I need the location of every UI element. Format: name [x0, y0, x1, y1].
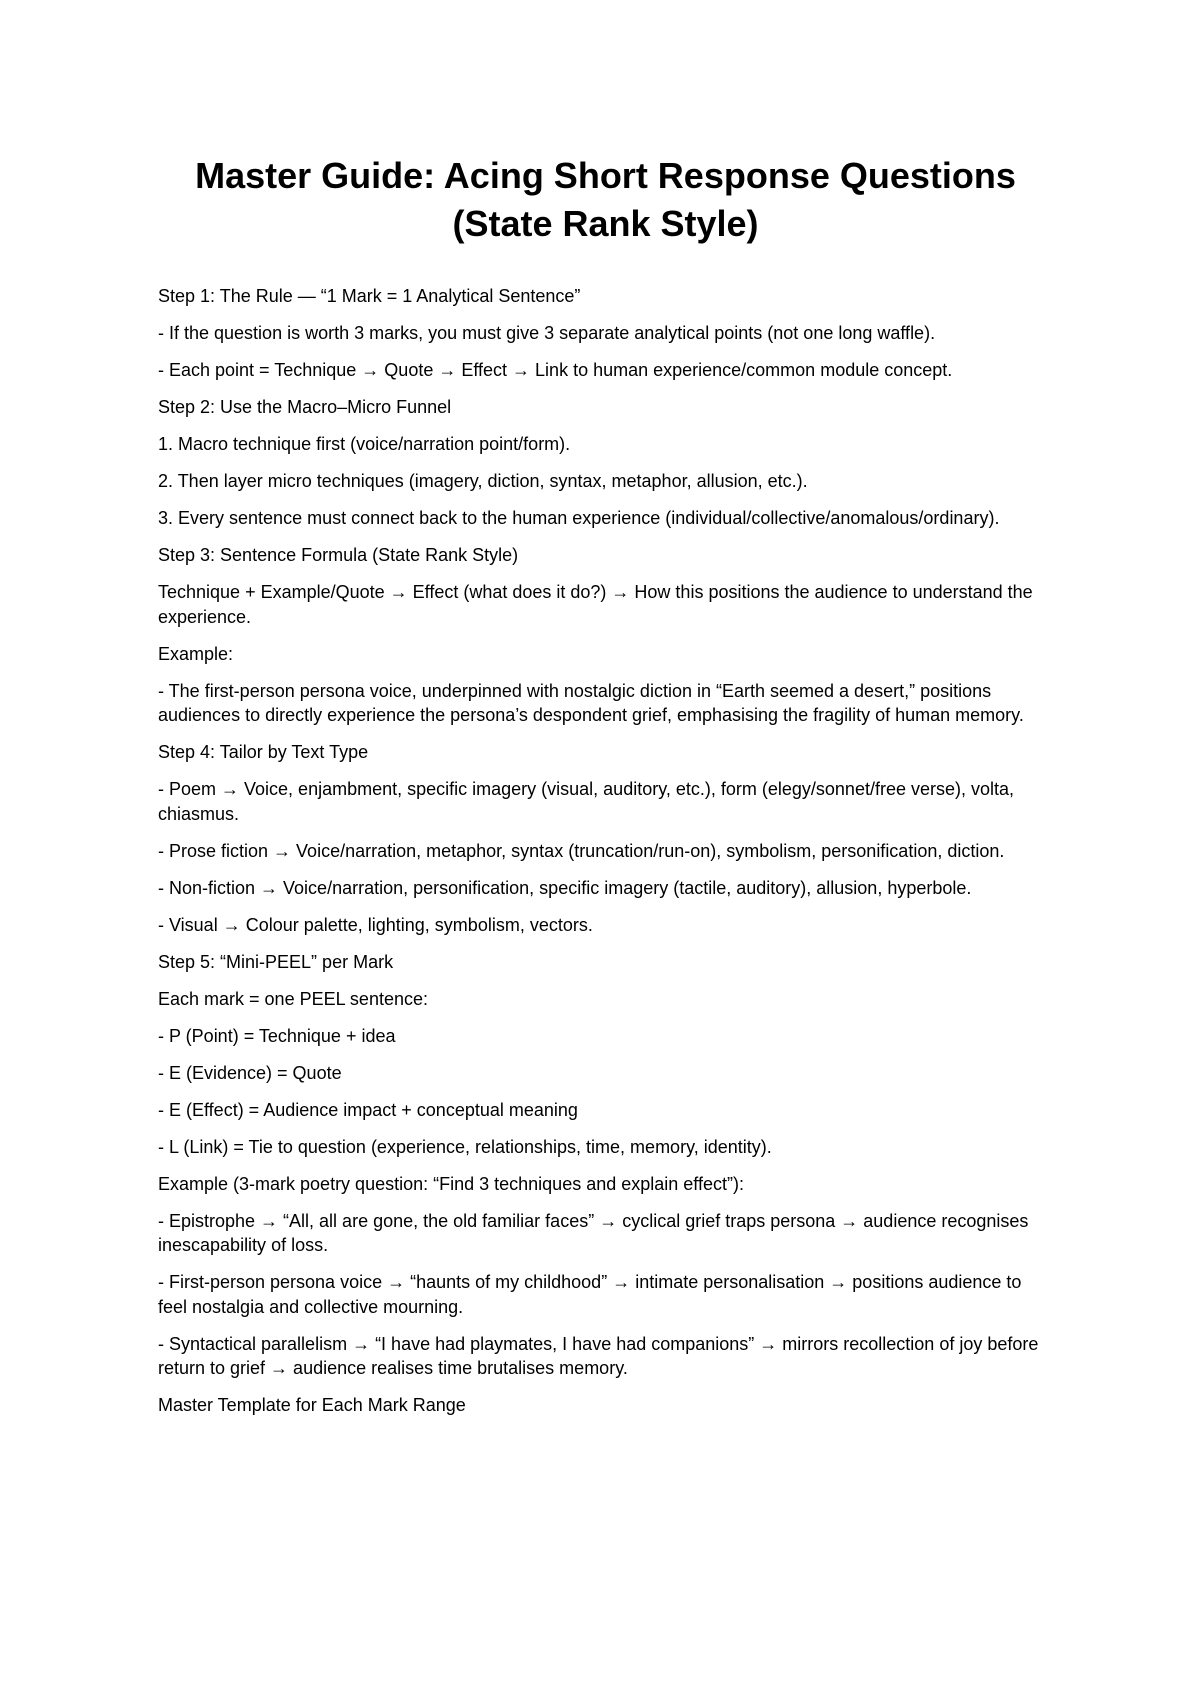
step-4-non-fiction: - Non-fiction → Voice/narration, personification, specific imagery (tactile, auditory), allusion, hyperbole.	[158, 877, 972, 898]
title-line-2: (State Rank Style)	[452, 203, 759, 244]
step-5-example-label: Example (3-mark poetry question: “Find 3 techniques and explain effect”):	[158, 1173, 744, 1194]
step-3-heading: Step 3: Sentence Formula (State Rank Style)	[158, 545, 519, 565]
step-3-formula: Technique + Example/Quote → Effect (what does it do?) → How this positions the audience to understand the experience.	[158, 582, 1033, 627]
document-title	[158, 152, 1053, 248]
step-2-heading: Step 2: Use the Macro–Micro Funnel	[158, 397, 452, 417]
step-2-item-1: 1. Macro technique first (voice/narration point/form).	[158, 434, 571, 454]
step-3-example-label: Example:	[158, 643, 234, 664]
master-template-heading: Master Template for Each Mark Range	[158, 1395, 466, 1415]
step-4-prose-fiction: - Prose fiction → Voice/narration, metaphor, syntax (truncation/run-on), symbolism, personification, diction.	[158, 840, 1005, 861]
step-1-point-structure: - Each point = Technique → Quote → Effect → Link to human experience/common module concept.	[158, 360, 953, 380]
step-4-poem: - Poem → Voice, enjambment, specific imagery (visual, auditory, etc.), form (elegy/sonnet/free verse), volta, chiasmus.	[158, 779, 1015, 824]
step-4-visual: - Visual → Colour palette, lighting, symbolism, vectors.	[158, 914, 593, 935]
step-5-example-epistrophe: - Epistrophe → “All, all are gone, the old familiar faces” → cyclical grief traps persona → audience recognises inescapability of loss.	[158, 1210, 1029, 1255]
step-4-heading: Step 4: Tailor by Text Type	[158, 742, 369, 762]
step-2-item-3: 3. Every sentence must connect back to the human experience (individual/collective/anomalous/ordinary).	[158, 508, 1000, 528]
step-5-heading: Step 5: “Mini-PEEL” per Mark	[158, 951, 394, 972]
step-5-intro: Each mark = one PEEL sentence:	[158, 988, 428, 1009]
document-page	[158, 152, 1053, 1430]
step-5-example-parallelism: - Syntactical parallelism → “I have had playmates, I have had companions” → mirrors recollection of joy before return to grief → audience realises time brutalises memory.	[158, 1333, 1039, 1378]
step-5-example-voice: - First-person persona voice → “haunts of my childhood” → intimate personalisation → positions audience to feel nostalgia and collective mourning.	[158, 1272, 1022, 1317]
title-line-1: Master Guide: Acing Short Response Questions	[195, 155, 1016, 196]
step-5-evidence: - E (Evidence) = Quote	[158, 1062, 342, 1083]
step-1-heading: Step 1: The Rule — “1 Mark = 1 Analytical Sentence”	[158, 286, 581, 306]
step-5-effect: - E (Effect) = Audience impact + conceptual meaning	[158, 1099, 578, 1120]
step-2-item-2: 2. Then layer micro techniques (imagery, diction, syntax, metaphor, allusion, etc.).	[158, 471, 808, 491]
step-5-link: - L (Link) = Tie to question (experience, relationships, time, memory, identity).	[158, 1136, 772, 1157]
step-1-point-marks: - If the question is worth 3 marks, you must give 3 separate analytical points (not one long waffle).	[158, 323, 936, 343]
step-3-example: - The first-person persona voice, underpinned with nostalgic diction in “Earth seemed a desert,” positions audiences to directly experience the persona’s despondent grief, emphasising the fragility of human memory.	[158, 680, 1024, 725]
step-5-point: - P (Point) = Technique + idea	[158, 1025, 396, 1046]
